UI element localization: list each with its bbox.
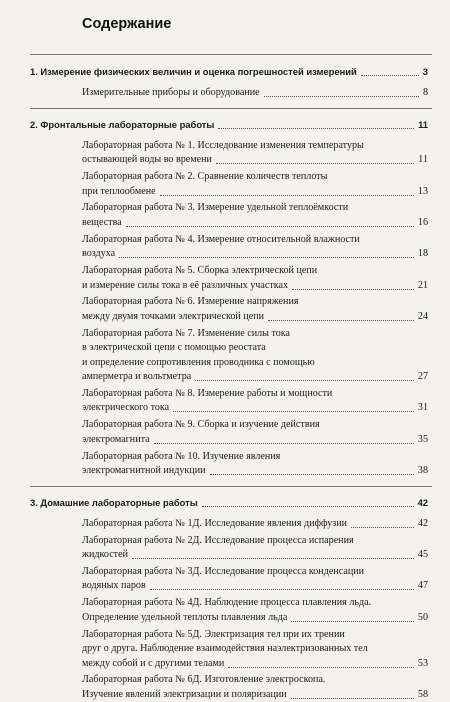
entry-text: Лабораторная работа № 8. Измерение работы и мощности bbox=[82, 387, 333, 399]
dot-leader bbox=[132, 558, 414, 559]
toc-entry-line bbox=[0, 565, 450, 579]
toc-entry-line bbox=[0, 450, 450, 464]
entry-text: водяных паров bbox=[82, 580, 146, 592]
toc-entry-line bbox=[0, 418, 450, 432]
toc-entry bbox=[0, 657, 450, 671]
entry-text: воздуха bbox=[82, 248, 116, 260]
entry-text: 2. Фронтальные лабораторные работы bbox=[30, 118, 215, 130]
toc-entry bbox=[0, 185, 450, 199]
toc-entry bbox=[0, 247, 450, 261]
entry-text: Лабораторная работа № 4. Измерение относительной влажности bbox=[82, 233, 360, 245]
toc-entry-line bbox=[0, 628, 450, 642]
entry-text: и измерение силы тока в её различных участках bbox=[82, 279, 289, 291]
toc-entry-line bbox=[0, 596, 450, 610]
page-number: 27 bbox=[417, 371, 428, 383]
entry-text: остывающей воды во времени bbox=[82, 154, 212, 166]
page-number: 45 bbox=[417, 549, 428, 561]
section-heading bbox=[0, 496, 450, 510]
dot-leader bbox=[351, 527, 414, 528]
toc-entry-line bbox=[0, 341, 450, 355]
entry-text: Лабораторная работа № 3Д. Исследование процесса конденсации bbox=[82, 565, 365, 577]
toc-entry-line bbox=[0, 327, 450, 341]
page-number: 18 bbox=[417, 248, 428, 260]
entry-text: Лабораторная работа № 6Д. Изготовление электроскопа. bbox=[82, 674, 326, 686]
page-number: 58 bbox=[417, 688, 428, 700]
dot-leader bbox=[150, 589, 414, 590]
entry-text: между собой и с другими телами bbox=[82, 657, 225, 669]
toc-entry bbox=[0, 611, 450, 625]
entry-text: Лабораторная работа № 7. Изменение силы тока bbox=[82, 327, 291, 339]
toc-entry-line bbox=[0, 264, 450, 278]
entry-text: Лабораторная работа № 1. Исследование изменения температуры bbox=[82, 139, 364, 151]
toc-entry bbox=[0, 279, 450, 293]
dot-leader bbox=[361, 75, 419, 76]
dot-leader bbox=[154, 443, 414, 444]
entry-text: Лабораторная работа № 5. Сборка электрической цепи bbox=[82, 265, 318, 276]
page-number: 47 bbox=[417, 580, 428, 592]
entry-text: Изучение явлений электризации и поляризации bbox=[82, 688, 287, 700]
toc-entry-line bbox=[0, 642, 450, 656]
toc-entry bbox=[0, 401, 450, 415]
dot-leader bbox=[202, 506, 414, 507]
section-heading bbox=[0, 118, 450, 132]
entry-text: и определение сопротивления проводника с помощью bbox=[82, 356, 315, 368]
dot-leader bbox=[268, 320, 414, 321]
entry-text: вещества bbox=[82, 216, 122, 228]
dot-leader bbox=[173, 411, 414, 412]
page-number: 35 bbox=[417, 433, 428, 445]
toc-entry bbox=[0, 433, 450, 447]
dot-leader bbox=[264, 96, 419, 97]
page-number: 31 bbox=[417, 402, 428, 414]
page-number: 13 bbox=[417, 185, 428, 197]
dot-leader bbox=[195, 380, 414, 381]
entry-text: Лабораторная работа № 9. Сборка и изучение действия bbox=[82, 419, 320, 431]
toc-entry bbox=[0, 517, 450, 531]
toc-entry bbox=[0, 688, 450, 702]
entry-text: Измерительные приборы и оборудование bbox=[82, 87, 260, 98]
toc-entry-line bbox=[0, 233, 450, 247]
toc-entry bbox=[0, 370, 450, 384]
toc-entry-line bbox=[0, 387, 450, 401]
section-heading bbox=[0, 65, 450, 79]
entry-text: электромагнита bbox=[82, 433, 150, 445]
page-number: 11 bbox=[418, 118, 428, 130]
toc-entry-line bbox=[0, 201, 450, 215]
entry-text: амперметра и вольтметра bbox=[82, 371, 192, 383]
page-number: 8 bbox=[422, 87, 428, 98]
entry-text: Лабораторная работа № 2Д. Исследование процесса испарения bbox=[82, 534, 354, 546]
toc-entry bbox=[0, 216, 450, 230]
dot-leader bbox=[218, 128, 414, 129]
toc-entry-line bbox=[0, 673, 450, 687]
entry-text: Лабораторная работа № 6. Измерение напряжения bbox=[82, 296, 299, 308]
toc-entry bbox=[0, 310, 450, 324]
entry-text: 3. Домашние лабораторные работы bbox=[30, 496, 198, 508]
toc-entry-line bbox=[0, 139, 450, 153]
page-number: 3 bbox=[422, 66, 428, 77]
entry-text: в электрической цепи с помощью реостата bbox=[82, 342, 266, 354]
page-number: 24 bbox=[417, 310, 428, 322]
section-divider bbox=[30, 486, 432, 487]
dot-leader bbox=[291, 698, 414, 699]
toc-entry-line bbox=[0, 534, 450, 548]
page-number: 11 bbox=[418, 154, 428, 166]
entry-text: Лабораторная работа № 4Д. Наблюдение процесса плавления льда. bbox=[82, 597, 372, 609]
entry-text: Лабораторная работа № 2. Сравнение количеств теплоты bbox=[82, 171, 328, 183]
entry-text: между двумя точками электрической цепи bbox=[82, 310, 265, 322]
toc-entry bbox=[0, 86, 450, 100]
toc-entry bbox=[0, 464, 450, 478]
entry-text: Лабораторная работа № 1Д. Исследование явления диффузии bbox=[82, 517, 348, 529]
entry-text: друг о друга. Наблюдение взаимодействия наэлектризованных тел bbox=[82, 643, 368, 654]
toc-entry bbox=[0, 153, 450, 167]
dot-leader bbox=[119, 257, 414, 258]
toc-entry bbox=[0, 548, 450, 562]
page-number: 42 bbox=[417, 517, 428, 529]
page-number: 53 bbox=[417, 657, 428, 669]
toc-entry-line bbox=[0, 295, 450, 309]
toc-entry-line bbox=[0, 356, 450, 370]
entry-text: жидкостей bbox=[82, 549, 128, 561]
page-number: 50 bbox=[417, 611, 428, 623]
entry-text: Лабораторная работа № 3. Измерение удельной теплоёмкости bbox=[82, 202, 349, 214]
dot-leader bbox=[291, 621, 414, 622]
section-divider bbox=[30, 108, 432, 109]
page-number: 16 bbox=[417, 216, 428, 228]
dot-leader bbox=[160, 195, 414, 196]
section-divider bbox=[30, 54, 432, 55]
toc-entry-line bbox=[0, 170, 450, 184]
dot-leader bbox=[216, 163, 414, 164]
dot-leader bbox=[126, 226, 414, 227]
entry-text: при теплообмене bbox=[82, 185, 156, 197]
page-number: 38 bbox=[417, 465, 428, 476]
page-number: 42 bbox=[417, 496, 428, 508]
page-number: 21 bbox=[417, 279, 428, 291]
dot-leader bbox=[228, 667, 414, 668]
dot-leader bbox=[292, 289, 414, 290]
entry-text: Лабораторная работа № 5Д. Электризация тел при их трении bbox=[82, 628, 345, 640]
entry-text: электрического тока bbox=[82, 402, 170, 414]
page-title: Содержание bbox=[82, 16, 172, 32]
entry-text: Лабораторная работа № 10. Изучение явления bbox=[82, 450, 281, 462]
entry-text: 1. Измерение физических величин и оценка погрешностей измерений bbox=[30, 66, 357, 77]
toc-entry bbox=[0, 579, 450, 593]
entry-text: Определение удельной теплоты плавления льда bbox=[82, 611, 288, 623]
dot-leader bbox=[210, 474, 414, 475]
entry-text: электромагнитной индукции bbox=[82, 465, 206, 476]
